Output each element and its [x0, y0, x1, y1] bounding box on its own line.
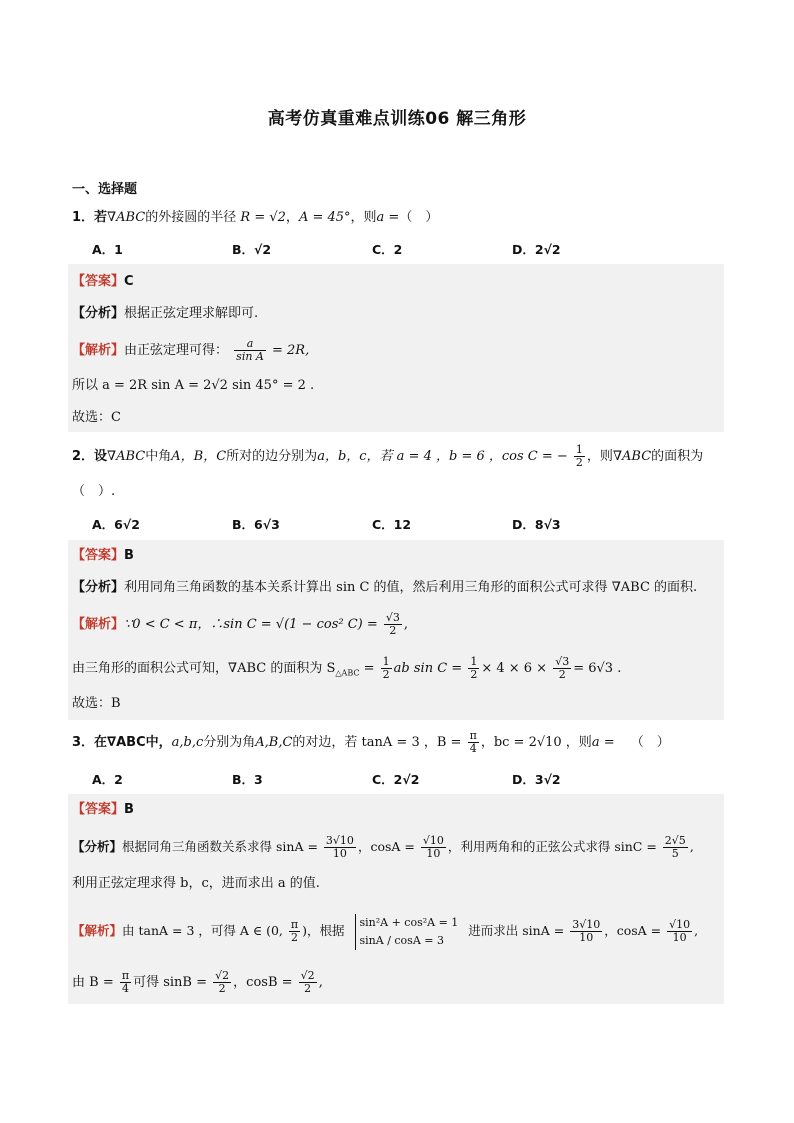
- q2-text-3: ，则: [586, 449, 613, 464]
- q3-pi2-num: π: [290, 918, 299, 931]
- q3-cosa-den: 10: [426, 847, 441, 860]
- analysis-label: 【分析】: [72, 306, 125, 321]
- q1-option-a: A．1: [92, 242, 123, 257]
- q2-choose: 故选：B: [72, 696, 121, 711]
- q3-var: a =: [591, 735, 615, 750]
- q2-number: 2．设: [72, 449, 108, 464]
- answer-label: 【答案】: [72, 274, 125, 289]
- q3-analysis-line2: 利用正弦定理求得 b，c，进而求出 a 的值.: [72, 876, 320, 891]
- q1-solution-line1: [72, 336, 309, 366]
- q3-text-2: 的对边，若 tanA = 3 ，B =: [292, 735, 462, 750]
- q3-solution-line1: [72, 906, 698, 956]
- q2-root3-frac: [553, 656, 571, 681]
- q3-sina-den: 10: [332, 847, 347, 860]
- q3-option-b: B．3: [232, 772, 263, 787]
- q1-option-d: D．2√2: [512, 242, 561, 257]
- q2-analysis-text: 利用同角三角函数的基本关系计算出 sin C 的值，然后利用三角形的面积公式可求得 ∇ABC 的面积.: [124, 580, 698, 595]
- q3-cosb-den: 2: [304, 982, 312, 995]
- q2-option-b: B．6√3: [232, 517, 280, 532]
- q3-ana1-d: ,: [689, 839, 694, 854]
- q3-sol2-a: 由 B =: [72, 975, 114, 990]
- question-3-stem: [72, 728, 670, 758]
- solution-label: 【解析】: [72, 617, 125, 632]
- q2-sinc-frac: [384, 612, 402, 637]
- q1-options: [92, 240, 652, 258]
- q2-text-4: 的面积为: [651, 449, 704, 464]
- q2-half2-den: 2: [470, 668, 478, 681]
- q3-cosa-num: √10: [422, 834, 444, 847]
- q3-sol-sina-den: 10: [579, 931, 594, 944]
- q3-cosb-num: √2: [300, 969, 315, 982]
- q3-ana1-c: ，利用两角和的正弦公式求得 sinC =: [447, 839, 657, 854]
- q1-frac-num: a: [246, 337, 254, 350]
- q2-half1-den: 2: [382, 668, 390, 681]
- q3-sina-frac: [324, 835, 356, 860]
- q2-root3-den: 2: [558, 668, 566, 681]
- q3-sol2-b: 可得 sinB =: [133, 975, 208, 990]
- q3-options: [92, 770, 652, 788]
- q2-text-1: 中角: [145, 449, 172, 464]
- q1-option-b: B．√2: [232, 242, 272, 257]
- q3-sol2-d: ,: [318, 975, 323, 990]
- question-1-stem: 1．若∇ABC的外接圆的半径 R = √2，A = 45°，则a =（ ）: [72, 210, 439, 225]
- q1-angle: A = 45°: [298, 210, 351, 225]
- q2-sol2-e: = 6√3 .: [573, 661, 622, 676]
- q3-ana1-b: ，cosA =: [357, 839, 415, 854]
- question-2-stem: [72, 444, 703, 470]
- q2-eq: =: [363, 661, 375, 676]
- q3-sinb-den: 2: [218, 982, 226, 995]
- q3-sol-sina-frac: [570, 919, 602, 944]
- q3-paren: （ ）: [630, 735, 670, 750]
- answer-label: 【答案】: [72, 548, 125, 563]
- q1-paren: （ ）: [399, 210, 439, 225]
- q3-pi-frac: [468, 730, 479, 755]
- q2-answer-value: B: [124, 548, 134, 563]
- q3-pi2-frac: [289, 919, 300, 944]
- q3-solution-line2: [72, 968, 323, 998]
- q3-answer: [72, 800, 134, 820]
- analysis-label: 【分析】: [72, 580, 125, 595]
- q1-answer: [72, 272, 134, 292]
- q2-sol1-text: ∵0 < C < π，∴sin C = √(1 − cos² C) =: [124, 617, 378, 632]
- section-heading: 一、选择题: [72, 182, 138, 197]
- q3-pi-num: π: [469, 729, 477, 742]
- q2-half-frac-1: [381, 656, 392, 681]
- q1-frac-den: sin A: [236, 350, 264, 363]
- q3-ana1-a: 根据同角三角函数关系求得 sinA =: [122, 839, 318, 854]
- q3-answer-value: B: [124, 802, 134, 817]
- analysis-label: 【分析】: [72, 839, 123, 854]
- q2-option-d: D．8√3: [512, 517, 561, 532]
- solution-label: 【解析】: [72, 343, 125, 358]
- q3-option-c: C．2√2: [372, 772, 420, 787]
- q3-pi-den: 4: [469, 742, 477, 755]
- q1-answer-value: C: [124, 274, 134, 289]
- q2-angles: A，B，C: [171, 449, 227, 464]
- q1-triangle: ∇ABC: [107, 210, 146, 225]
- q2-analysis: [72, 578, 697, 598]
- q1-number: 1．若: [72, 210, 108, 225]
- q3-sides: a,b,c: [171, 735, 204, 750]
- q1-analysis: [72, 304, 258, 324]
- q2-answer: [72, 546, 134, 566]
- q2-half-den: 2: [575, 456, 583, 469]
- q2-paren: （ ）.: [72, 484, 116, 499]
- q3-analysis-line1: [72, 832, 694, 862]
- q2-solution-line1: [72, 610, 408, 640]
- q1-analysis-text: 根据正弦定理求解即可.: [124, 306, 259, 321]
- q2-conditions: a，b，c，若 a = 4 ，b = 6 ，cos C = −: [317, 449, 568, 464]
- q2-solution-line2: [72, 654, 621, 689]
- q3-sol-cosa-num: √10: [669, 918, 691, 931]
- q1-fraction: [234, 338, 266, 363]
- q3-sol2-c: ，cosB =: [233, 975, 293, 990]
- q2-sinc-den: 2: [389, 624, 397, 637]
- q3-number: 3．在∇ABC中，: [72, 735, 172, 750]
- q3-sinc-num: 2√5: [664, 834, 686, 847]
- q3-sinc-frac: [663, 835, 688, 860]
- q2-root3-num: √3: [555, 655, 570, 668]
- q2-sol2-c: ab sin C =: [393, 661, 463, 676]
- q3-sol-cosa-frac: [667, 919, 692, 944]
- q2-triangle-2: ∇ABC: [612, 449, 652, 464]
- q1-then: ，则: [350, 210, 377, 225]
- q3-cosb-frac: [299, 970, 317, 995]
- q1-choose: 故选：C: [72, 410, 121, 425]
- q3-angles: A,B,C: [255, 735, 293, 750]
- q1-option-c: C．2: [372, 242, 403, 257]
- q2-triangle: ∇ABC: [107, 449, 146, 464]
- q3-sina-num: 3√10: [325, 834, 354, 847]
- page-title: 高考仿真重难点训练06 解三角形: [267, 109, 527, 129]
- q2-option-a: A．6√2: [92, 517, 140, 532]
- q2-half-num: 1: [575, 443, 583, 456]
- q3-cosa-frac: [421, 835, 446, 860]
- q2-half1-num: 1: [382, 655, 390, 668]
- q1-sol1-text: 由正弦定理可得：: [124, 343, 229, 358]
- q3-sol1-d: ，cosA =: [604, 923, 662, 938]
- q2-sol2-text: 由三角形的面积公式可知，∇ABC 的面积为 S: [72, 661, 336, 676]
- q2-area-sub: △ABC: [335, 668, 360, 678]
- q3-equation-system: [355, 914, 459, 950]
- q2-text-2: 所对的边分别为: [226, 449, 318, 464]
- q3-text-1: 分别为角: [203, 735, 256, 750]
- q1-text: 的外接圆的半径: [145, 210, 237, 225]
- q3-sol1-e: ,: [694, 923, 699, 938]
- q1-radius: R = √2: [240, 210, 286, 225]
- q2-sol1-end: ,: [403, 617, 409, 632]
- q1-solution-line2: 所以 a = 2R sin A = 2√2 sin 45° = 2 .: [72, 378, 315, 393]
- q2-sol2-d: × 4 × 6 ×: [481, 661, 548, 676]
- q3-sinc-den: 5: [671, 847, 679, 860]
- q1-var: a =: [376, 210, 400, 225]
- q3-sol-cosa-den: 10: [672, 931, 687, 944]
- q3-text-3: ，bc = 2√10 ，则: [480, 735, 592, 750]
- q3-b-frac: [120, 970, 131, 995]
- solution-label: 【解析】: [72, 923, 123, 938]
- q3-sinb-num: √2: [215, 969, 230, 982]
- q3-sys-line1: sin²A + cos²A = 1: [359, 915, 459, 929]
- answer-label: 【答案】: [72, 802, 125, 817]
- q3-sol1-a: 由 tanA = 3 ，可得 A ∈ (0,: [122, 923, 283, 938]
- q2-half2-num: 1: [470, 655, 478, 668]
- q3-sol-sina-num: 3√10: [572, 918, 601, 931]
- q3-pi2-den: 2: [291, 931, 298, 944]
- q2-options: [92, 515, 652, 533]
- q2-half-frac-2: [468, 656, 479, 681]
- q2-option-c: C．12: [372, 517, 412, 532]
- q3-b-num: π: [121, 969, 130, 982]
- q3-option-a: A．2: [92, 772, 123, 787]
- q2-half: [574, 444, 585, 469]
- q3-b-den: 4: [121, 982, 129, 995]
- q2-sinc-num: √3: [385, 611, 400, 624]
- q3-sys-line2: sinA / cosA = 3: [359, 933, 444, 947]
- q3-sol1-b: )，根据: [302, 923, 345, 938]
- q3-sinb-frac: [213, 970, 231, 995]
- q3-sol1-c: 进而求出 sinA =: [468, 923, 565, 938]
- q3-option-d: D．3√2: [512, 772, 561, 787]
- q1-sol1-eq: = 2R,: [272, 343, 310, 358]
